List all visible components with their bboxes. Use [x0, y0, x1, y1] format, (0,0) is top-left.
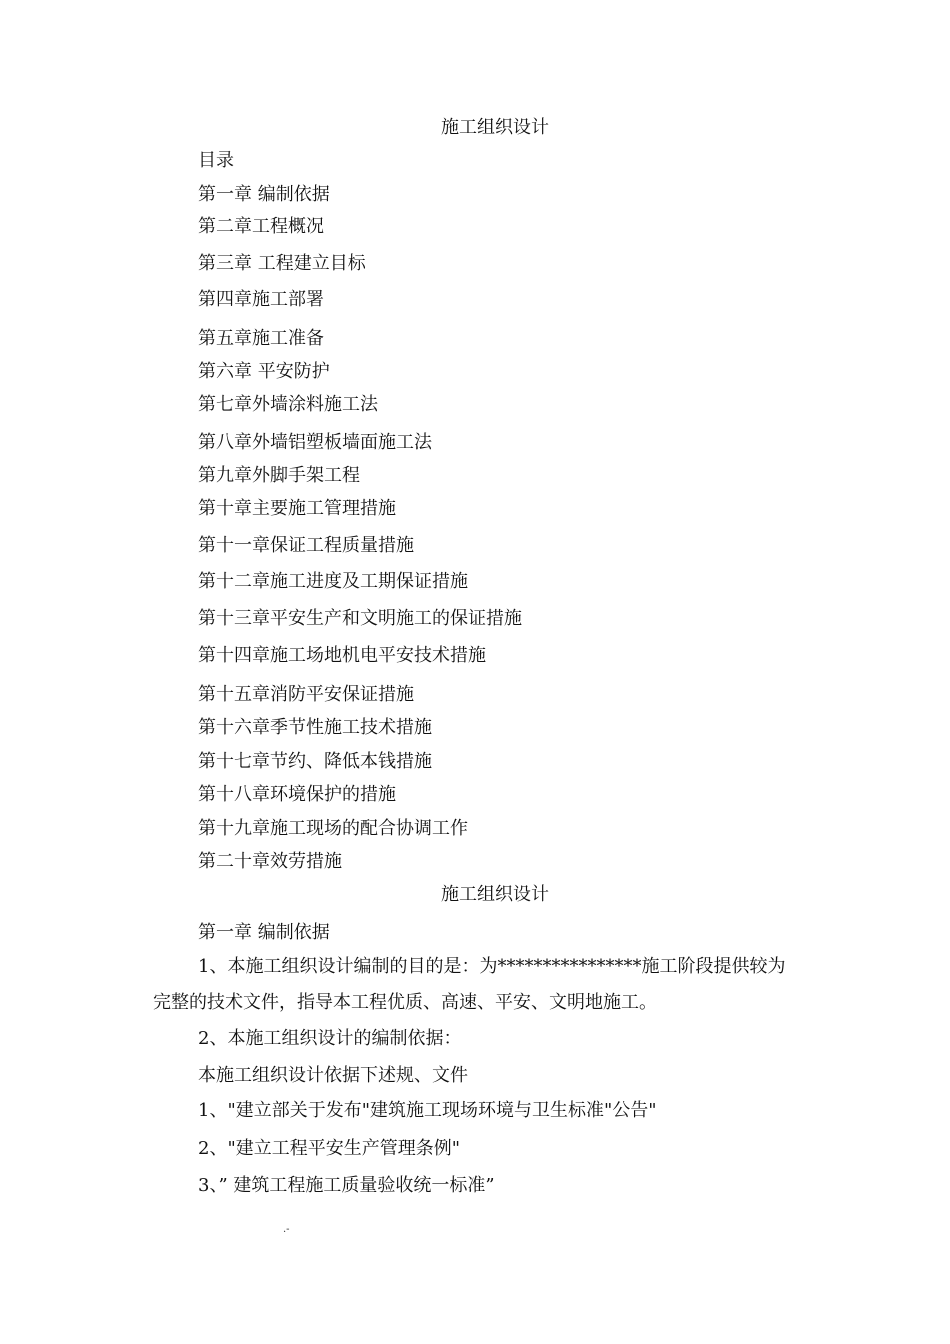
toc-item: 第二十章效劳措施 — [198, 851, 342, 872]
toc-item: 第十章主要施工管理措施 — [198, 498, 396, 519]
paragraph: 2、本施工组织设计的编制依据： — [198, 1028, 462, 1049]
section-title: 施工组织设计 — [441, 884, 549, 905]
page-marker: .- — [283, 1224, 290, 1235]
toc-item: 第一章 编制依据 — [198, 184, 330, 205]
toc-item: 第七章外墙涂料施工法 — [198, 394, 378, 415]
toc-item: 第三章 工程建立目标 — [198, 253, 366, 274]
toc-item: 第十六章季节性施工技术措施 — [198, 717, 432, 738]
toc-item: 第六章 平安防护 — [198, 361, 330, 382]
toc-item: 第九章外脚手架工程 — [198, 465, 360, 486]
list-item: 3、” 建筑工程施工质量验收统一标准” — [198, 1175, 495, 1196]
document-title: 施工组织设计 — [441, 117, 549, 138]
toc-item: 第十三章平安生产和文明施工的保证措施 — [198, 608, 522, 629]
toc-item: 第八章外墙铝塑板墙面施工法 — [198, 432, 432, 453]
chapter-heading: 第一章 编制依据 — [198, 922, 330, 943]
toc-item: 第十九章施工现场的配合协调工作 — [198, 818, 468, 839]
toc-heading: 目录 — [198, 150, 234, 171]
paragraph-line: 完整的技术文件，指导本工程优质、高速、平安、文明地施工。 — [153, 992, 657, 1013]
paragraph-line: 1、本施工组织设计编制的目的是：为****************施工阶段提供较为 — [198, 956, 786, 977]
list-item: 2、"建立工程平安生产管理条例" — [198, 1138, 461, 1159]
paragraph: 本施工组织设计依据下述规、文件 — [198, 1065, 468, 1086]
toc-item: 第十二章施工进度及工期保证措施 — [198, 571, 468, 592]
list-item: 1、"建立部关于发布"建筑施工现场环境与卫生标准"公告" — [198, 1100, 657, 1121]
toc-item: 第十四章施工场地机电平安技术措施 — [198, 645, 486, 666]
toc-item: 第十五章消防平安保证措施 — [198, 684, 414, 705]
toc-item: 第十一章保证工程质量措施 — [198, 535, 414, 556]
toc-item: 第五章施工准备 — [198, 328, 324, 349]
toc-item: 第四章施工部署 — [198, 289, 324, 310]
toc-item: 第二章工程概况 — [198, 216, 324, 237]
toc-item: 第十七章节约、降低本钱措施 — [198, 751, 432, 772]
toc-item: 第十八章环境保护的措施 — [198, 784, 396, 805]
